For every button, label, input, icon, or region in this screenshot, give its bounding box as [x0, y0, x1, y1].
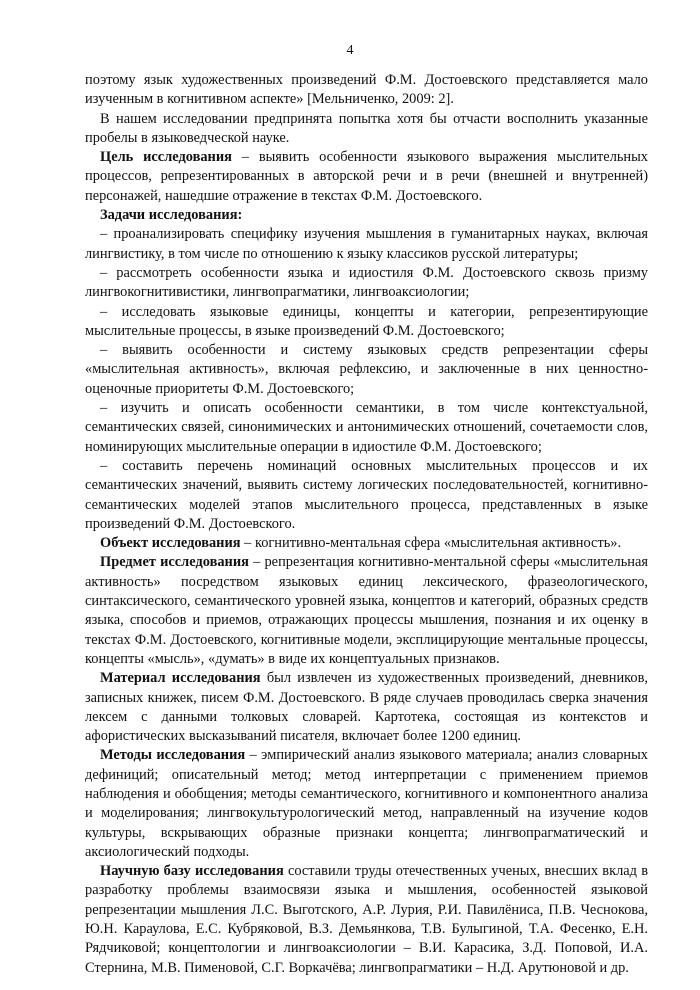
- tasks-heading: [85, 206, 648, 225]
- document-body: [85, 71, 648, 978]
- subject-label: Предмет исследования: [100, 554, 249, 571]
- task-item: – проанализировать специфику изучения мышления в гуманитарных науках, включая лингвистику, в том числе по отношению к языку классиков русской литературы;: [85, 226, 648, 262]
- object-paragraph: [85, 534, 648, 553]
- task-item: – рассмотреть особенности языка и идиостиля Ф.М. Достоевского сквозь призму лингвокогнитивистики, лингвопрагматики, лингвоаксиологии;: [85, 264, 648, 301]
- methods-paragraph: [85, 746, 648, 862]
- goal-label: Цель исследования: [100, 149, 232, 166]
- goal-paragraph: [85, 148, 648, 206]
- task-item: – изучить и описать особенности семантики, в том числе контекстуальной, семантических связей, синонимических и антонимических отношений, сочетаемости слов, номинирующих мыслительные операции в идиостиле Ф.М. Достоевского;: [85, 400, 648, 455]
- subject-paragraph: [85, 553, 648, 669]
- page-number: 4: [346, 43, 354, 58]
- task-item: – выявить особенности и систему языковых средств репрезентации сферы «мыслительная активность», включая рефлексию, и заключенные в них ценностно-оценочные приоритеты Ф.М. Достоевского;: [85, 342, 648, 397]
- basis-label: Научную базу исследования: [100, 863, 284, 880]
- subject-text: – репрезентация когнитивно-ментальной сферы «мыслительная активность» посредством языковых единиц лексического, фразеологического, синтаксического, семантического уровней языка, концептов и категорий, образных средств языка, способов и приемов, отражающих процессы мышления, познания и их оценку в текстах Ф.М. Достоевского, когнитивные модели, эксплицирующие ментальные процессы, концепты «мысль», «думать» в виде их концептуальных признаков.: [85, 554, 648, 667]
- methods-label: Методы исследования: [100, 747, 246, 764]
- object-text: – когнитивно-ментальная сфера «мыслительная активность».: [240, 535, 622, 552]
- scientific-basis-paragraph: [85, 862, 648, 978]
- intro-continuation-paragraph: поэтому язык художественных произведений Ф.М. Достоевского представляется мало изученным в когнитивном аспекте» [Мельниченко, 2009: 2].: [85, 72, 648, 108]
- methods-text: – эмпирический анализ языкового материала; анализ словарных дефиниций; описательный метод; метод интерпретации с применением приемов наблюдения и обобщения; методы семантического, когнитивного и компонентного анализа и моделирования; лингвокультурологический метод, направленный на изучение кодов культуры, вскрывающих образные признаки концепта; лингвопрагматический и аксиологический подходы.: [85, 747, 648, 860]
- material-label: Материал исследования: [100, 670, 261, 687]
- task-item: – исследовать языковые единицы, концепты и категории, репрезентирующие мыслительные процессы, в языке произведений Ф.М. Достоевского;: [85, 303, 648, 339]
- research-attempt-paragraph: В нашем исследовании предпринята попытка хотя бы отчасти восполнить указанные пробелы в языковедческой науке.: [85, 110, 648, 146]
- basis-text: составили труды отечественных ученых, внесших вклад в разработку проблемы взаимосвязи языка и мышления, особенностей языковой репрезентации мышления Л.С. Выготского, А.Р. Лурия, Р.И. Павилёниса, П.В. Чеснокова, Ю.Н. Караулова, Е.С. Кубряковой, В.З. Демьянкова, Т.В. Булыгиной, Т.А. Фесенко, Е.Н. Рядчиковой; концептологии и лингвоаксиологии – В.И. Карасика, З.Д. Поповой, И.А. Стернина, М.В. Пименовой, С.Г. Воркачёва; лингвопрагматики – Н.Д. Арутюновой и др.: [85, 863, 648, 976]
- task-item: – составить перечень номинаций основных мыслительных процессов и их семантических значений, выявить систему логических последовательностей, когнитивно-семантических моделей этапов мыслительного процесса, представленных в языке произведений Ф.М. Достоевского.: [85, 457, 648, 532]
- object-label: Объект исследования: [100, 535, 241, 552]
- material-text: был извлечен из художественных произведений, дневников, записных книжек, писем Ф.М. Достоевского. В ряде случаев проводилась сверка значения лексем с данными толковых словарей. Картотека, состоящая из контекстов и афористических высказываний писателя, включает более 1200 единиц.: [85, 670, 648, 745]
- goal-text: – выявить особенности языкового выражения мыслительных процессов, репрезентированных в авторской речи и в речи (внешней и внутренней) персонажей, нашедшие отражение в текстах Ф.М. Достоевского.: [85, 149, 649, 204]
- material-paragraph: [85, 669, 648, 746]
- tasks-label: Задачи исследования:: [100, 207, 243, 224]
